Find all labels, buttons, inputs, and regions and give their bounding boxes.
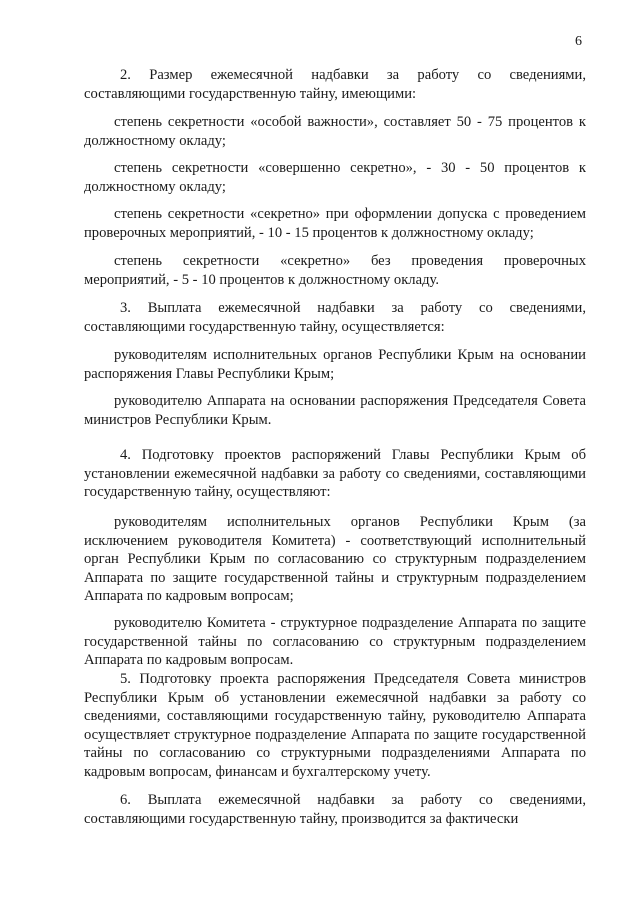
paragraph-secrecy-secret-without-checks: степень секретности «секретно» без проведения проверочных мероприятий, - 5 - 10 процентов к должностному окладу. bbox=[84, 253, 586, 288]
paragraph-2: 2. Размер ежемесячной надбавки за работу со сведениями, составляющими государственную тайну, имеющими: bbox=[84, 67, 586, 102]
page-number: 6 bbox=[575, 34, 582, 49]
paragraph-3: 3. Выплата ежемесячной надбавки за работу со сведениями, составляющими государственную тайну, осуществляется: bbox=[84, 300, 586, 335]
paragraph-secrecy-top-secret: степень секретности «совершенно секретно», - 30 - 50 процентов к должностному окладу; bbox=[84, 160, 586, 195]
paragraph-4: 4. Подготовку проектов распоряжений Главы Республики Крым об установлении ежемесячной надбавки за работу со сведениями, составляющими государственную тайну, осуществляют: bbox=[84, 447, 586, 500]
paragraph-5: 5. Подготовку проекта распоряжения Председателя Совета министров Республики Крым об установлении ежемесячной надбавки за работу со сведениями, составляющими государственную тайну, руководителю Аппарата осуществляет структурное подразделение Аппарата по защите государственной тайны по согласованию со структурными подразделениями Аппарата по кадровым вопросам, финансам и бухгалтерскому учету. bbox=[84, 671, 586, 780]
paragraph-secrecy-special-importance: степень секретности «особой важности», составляет 50 - 75 процентов к должностному окладу; bbox=[84, 114, 586, 149]
paragraph-6: 6. Выплата ежемесячной надбавки за работу со сведениями, составляющими государственную тайну, производится за фактически bbox=[84, 792, 586, 827]
paragraph-3-heads-of-bodies: руководителям исполнительных органов Республики Крым на основании распоряжения Главы Республики Крым; bbox=[84, 347, 586, 382]
paragraph-4-heads-of-bodies: руководителям исполнительных органов Республики Крым (за исключением руководителя Комитета) - соответствующий исполнительный орган Республики Крым по согласованию со структурным подразделением Аппарата по защите государственной тайны и структурным подразделением Аппарата по кадровым вопросам; bbox=[84, 514, 586, 604]
paragraph-secrecy-secret-with-checks: степень секретности «секретно» при оформлении допуска с проведением проверочных мероприятий, - 10 - 15 процентов к должностному окладу; bbox=[84, 206, 586, 241]
paragraph-4-head-of-committee: руководителю Комитета - структурное подразделение Аппарата по защите государственной тайны по согласованию со структурным подразделением Аппарата по кадровым вопросам. bbox=[84, 615, 586, 668]
paragraph-3-head-of-apparatus: руководителю Аппарата на основании распоряжения Председателя Совета министров Республики Крым. bbox=[84, 393, 586, 428]
